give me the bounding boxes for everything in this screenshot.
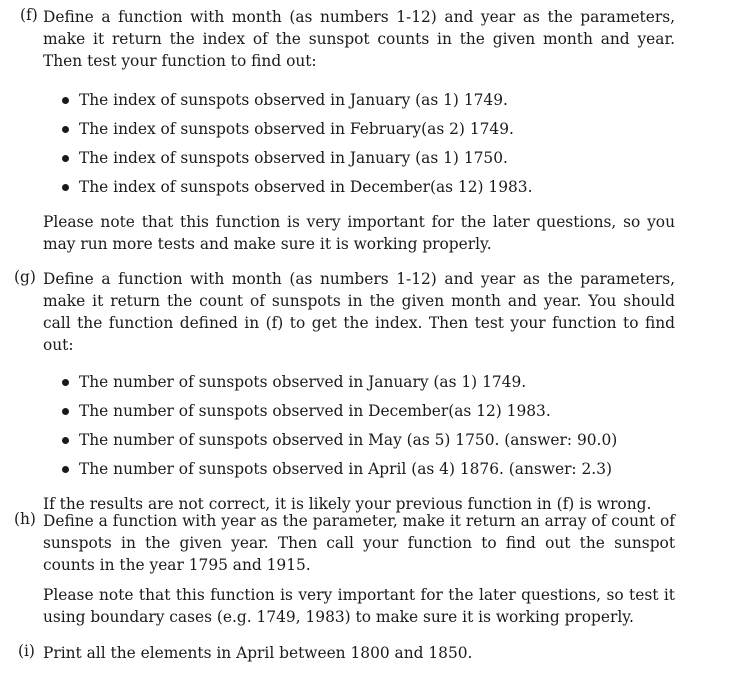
list-item: The number of sunspots observed in April (as 4) 1876. (answer: 2.3) <box>43 458 675 487</box>
question-intro: Define a function with month (as numbers 1-12) and year as the parameters, make it return the count of sunspots in the given month and year. You should call the function defined in (f) to get the index. Then test your function to find out: <box>43 270 675 354</box>
question-note: Please note that this function is very important for the later questions, so test it using boundary cases (e.g. 1749, 1983) to make sure it is working properly. <box>43 586 675 626</box>
list-item: The number of sunspots observed in January (as 1) 1749. <box>43 371 675 400</box>
bullet-icon <box>62 184 69 191</box>
question-body <box>43 642 675 664</box>
question-body <box>43 510 675 628</box>
question-body <box>43 6 675 255</box>
question-label: (f) <box>20 6 38 24</box>
bullet-icon <box>62 466 69 473</box>
question-label: (g) <box>14 268 36 286</box>
question-label: (i) <box>18 642 35 660</box>
bullet-icon <box>62 437 69 444</box>
question-body <box>43 268 675 515</box>
list-item: The index of sunspots observed in January (as 1) 1749. <box>43 89 675 118</box>
list-item: The number of sunspots observed in December(as 12) 1983. <box>43 400 675 429</box>
bullet-icon <box>62 408 69 415</box>
question-note: If the results are not correct, it is likely your previous function in (f) is wrong. <box>43 495 652 513</box>
bullet-list <box>43 371 675 487</box>
question-note: Please note that this function is very important for the later questions, so you may run more tests and make sure it is working properly. <box>43 213 675 253</box>
question-intro: Define a function with month (as numbers 1-12) and year as the parameters, make it return the index of the sunspot counts in the given month and year. Then test your function to find out: <box>43 8 675 70</box>
question-label: (h) <box>14 510 36 528</box>
bullet-list <box>43 89 675 205</box>
bullet-icon <box>62 97 69 104</box>
list-item: The index of sunspots observed in January (as 1) 1750. <box>43 147 675 176</box>
bullet-icon <box>62 155 69 162</box>
list-item: The index of sunspots observed in February(as 2) 1749. <box>43 118 675 147</box>
list-item: The index of sunspots observed in December(as 12) 1983. <box>43 176 675 205</box>
list-item: The number of sunspots observed in May (as 5) 1750. (answer: 90.0) <box>43 429 675 458</box>
question-intro: Define a function with year as the parameter, make it return an array of count of sunspots in the given year. Then call your function to find out the sunspot counts in the year 1795 and 1915. <box>43 512 675 574</box>
bullet-icon <box>62 379 69 386</box>
question-intro: Print all the elements in April between 1800 and 1850. <box>43 644 473 662</box>
bullet-icon <box>62 126 69 133</box>
